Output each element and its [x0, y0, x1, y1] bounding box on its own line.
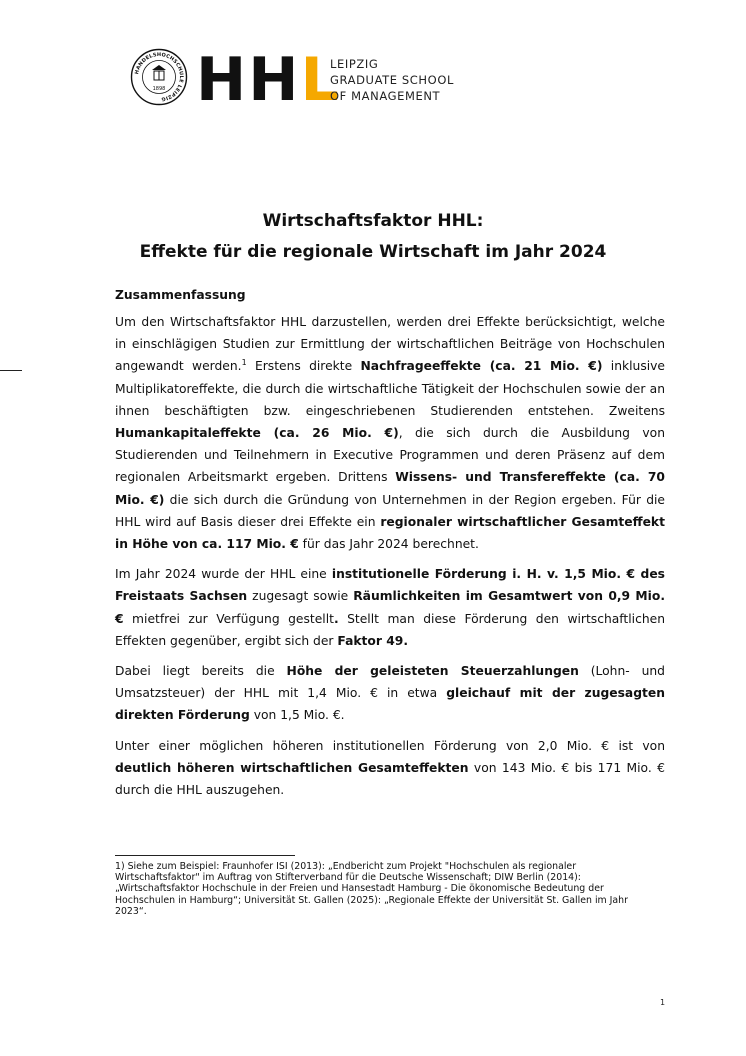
bold-text: Räumlichkeiten im Gesamtwert von 0,9 Mio. € [115, 589, 666, 626]
bold-text: Wissens- und Transfereffekte (ca. 70 Mio. €) [115, 470, 665, 507]
text-run: Um den Wirtschaftsfaktor HHL darzustellen, werden drei Effekte berücksichtigt, welche in einschlägigen Studien zur Ermittlung der wirtschaftlichen Beiträge von Hochschulen angewandt werden. [115, 315, 665, 374]
paragraph [115, 563, 665, 652]
paragraph [115, 735, 665, 802]
brand-wordmark: HHL [196, 45, 341, 115]
bold-text: Nachfrageeffekte (ca. 21 Mio. €) [360, 359, 603, 374]
bold-text: institutionelle Förderung i. H. v. 1,5 Mio. € des Freistaats Sachsen [115, 567, 665, 604]
margin-mark [0, 370, 22, 371]
bold-text: Humankapitaleffekte (ca. 26 Mio. €) [115, 426, 399, 441]
bold-text: gleichauf mit der zugesagten direkten Förderung [115, 686, 666, 723]
text-run: Unter einer möglichen höheren institutionellen Förderung von 2,0 Mio. € ist von [115, 738, 665, 753]
text-run: Stellt man diese Förderung den wirtschaftlichen Effekten gegenüber, ergibt sich der [115, 611, 665, 648]
text-run: inklusive Multiplikatoreffekte, die durch die wirtschaftliche Tätigkeit der Hochschulen sowie der an ihnen beschäftigten bzw. eingeschriebenen Studierenden entstehen. Zweitens [115, 359, 665, 418]
footnote-ref: 1 [241, 358, 247, 368]
bold-text: . [333, 611, 339, 626]
footnote-separator [115, 855, 295, 856]
school-line-2: GRADUATE SCHOOL [330, 73, 454, 87]
text-run: (Lohn- und Umsatzsteuer) der HHL mit 1,4 Mio. € in etwa [115, 664, 665, 701]
text-run: zugesagt sowie [247, 589, 354, 604]
paragraph [115, 311, 665, 555]
summary-heading: Zusammenfassung [115, 288, 246, 302]
document-title-line-1: Wirtschaftsfaktor HHL: [262, 211, 484, 231]
text-run: von 1,5 Mio. €. [249, 708, 345, 723]
text-run: von 143 Mio. € bis 171 Mio. € durch die HHL auszugehen. [115, 760, 665, 798]
bold-text: regionaler wirtschaftlicher Gesamteffekt in Höhe von ca. 117 Mio. € [115, 514, 665, 552]
text-run: die sich durch die Gründung von Unternehmen in der Region ergeben. Für die HHL wird auf Basis dieser drei Effekte ein [115, 492, 665, 529]
text-run: Dabei liegt bereits die [115, 664, 287, 679]
bold-text: deutlich höheren wirtschaftlichen Gesamteffekten [115, 760, 469, 775]
bold-text: Faktor 49. [337, 633, 409, 648]
page-number: 1 [660, 998, 666, 1007]
text-run: mietfrei zur Verfügung gestellt [123, 611, 334, 626]
footnote: 1) Siehe zum Beispiel: Fraunhofer ISI (2013): „Endbericht zum Projekt "Hochschulen als regionaler Wirtschaftsfaktor" im Auftrag von Stifterverband für die Deutsche Wissenschaft; DIW Berlin (2014): „Wirtschaftsfaktor Hochschule in der Freien und Hansestadt Hamburg - Die ökonomische Bedeutung der Hochschulen in Hamburg“; Universität St. Gallen (2025): „Regionale Effekte der Universität St. Gallen im Jahr 2023“. [115, 861, 628, 917]
document-body [115, 285, 665, 809]
school-line-1: LEIPZIG [330, 57, 379, 71]
text-run: Erstens direkte [246, 359, 361, 374]
text-run: , die sich durch die Ausbildung von Studierenden und Teilnehmern in Executive Programmen und deren Präsenz auf dem regionalen Arbeitsmarkt ergeben. Drittens [115, 426, 665, 485]
university-seal-icon [130, 48, 188, 106]
text-run: Im Jahr 2024 wurde der HHL eine [115, 567, 332, 582]
bold-text: Höhe der geleisteten Steuerzahlungen [286, 664, 579, 679]
svg-text:HANDELSHOCHSCHULE LEIPZIG: HANDELSHOCHSCHULE LEIPZIG [134, 51, 185, 102]
paragraph [115, 660, 665, 727]
document-title-line-2: Effekte für die regionale Wirtschaft im Jahr 2024 [139, 242, 607, 262]
svg-text:1898: 1898 [152, 86, 166, 92]
school-name [330, 56, 454, 104]
text-run: für das Jahr 2024 berechnet. [298, 537, 479, 552]
school-line-3: OF MANAGEMENT [330, 89, 441, 103]
